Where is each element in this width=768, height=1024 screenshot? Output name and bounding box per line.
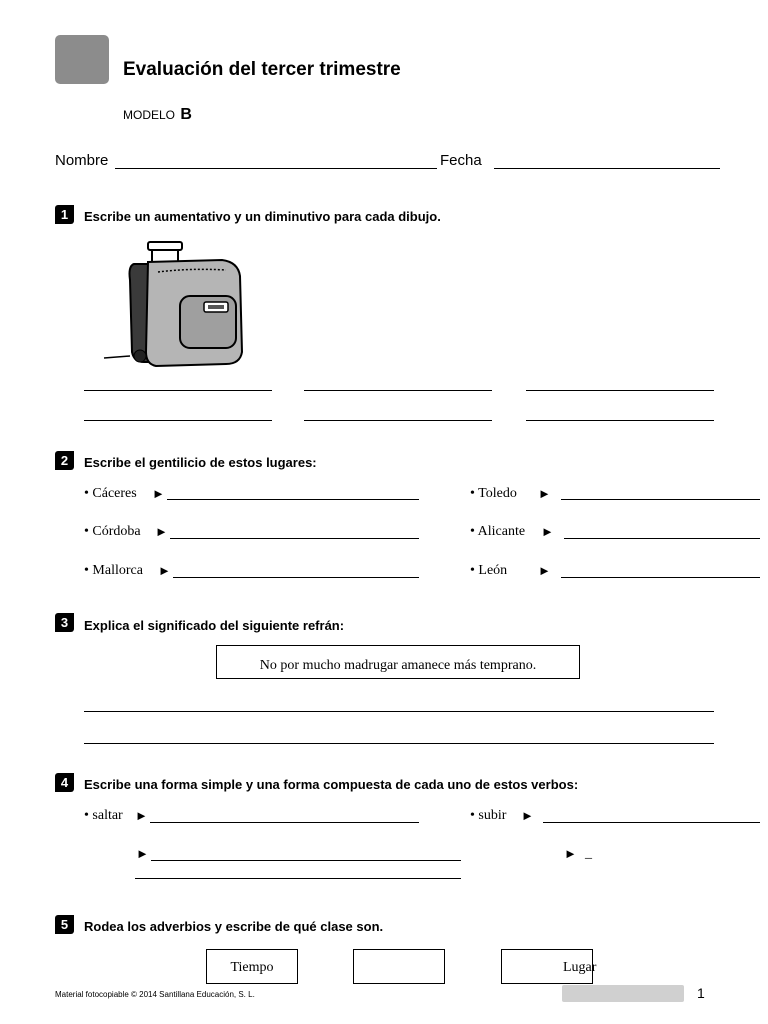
verb-saltar: • saltar	[84, 808, 123, 823]
question-5-text: Rodea los adverbios y escribe de qué clase son.	[84, 919, 384, 934]
question-1-number: 1	[55, 205, 74, 224]
q2-answer-line[interactable]	[561, 499, 760, 500]
q2-answer-line[interactable]	[167, 499, 419, 500]
q4-answer-line[interactable]	[543, 822, 760, 823]
answer-box-lugar-text: Lugar	[563, 960, 597, 975]
modelo-label	[123, 106, 192, 124]
suitcase-illustration	[100, 240, 250, 372]
q3-answer-line[interactable]	[84, 711, 714, 712]
modelo-text: MODELO	[123, 108, 176, 122]
place-toledo: • Toledo	[470, 486, 517, 501]
answer-box-lugar	[501, 949, 597, 984]
modelo-letter: B	[180, 106, 192, 123]
place-cordoba: • Córdoba	[84, 524, 141, 539]
arrow-icon: ►	[538, 563, 551, 578]
nombre-label: Nombre	[55, 152, 109, 169]
place-mallorca: • Mallorca	[84, 563, 143, 578]
q4-answer-line[interactable]	[150, 822, 419, 823]
footer-bar	[562, 985, 684, 1002]
page-title: Evaluación del tercer trimestre	[123, 59, 401, 80]
copyright-text: Material fotocopiable © 2014 Santillana Educación, S. L.	[55, 990, 255, 999]
proverb-box: No por mucho madrugar amanece más temprano.	[216, 645, 580, 679]
place-alicante: • Alicante	[470, 524, 526, 539]
question-2-text: Escribe el gentilicio de estos lugares:	[84, 455, 317, 470]
arrow-icon: ►	[521, 808, 534, 823]
arrow-icon: ►	[564, 846, 577, 861]
question-1-text: Escribe un aumentativo y un diminutivo para cada dibujo.	[84, 209, 441, 224]
q1-answer-line[interactable]	[526, 420, 714, 421]
answer-box-tiempo: Tiempo	[206, 949, 298, 984]
question-4-text: Escribe una forma simple y una forma compuesta de cada uno de estos verbos:	[84, 777, 579, 792]
q4-answer-line[interactable]	[135, 878, 461, 879]
nombre-field[interactable]	[115, 168, 437, 169]
q2-answer-line[interactable]	[564, 538, 760, 539]
q2-answer-line[interactable]	[173, 577, 419, 578]
question-3-text: Explica el significado del siguiente refrán:	[84, 618, 345, 633]
q1-answer-line[interactable]	[84, 390, 272, 391]
arrow-icon: ►	[152, 486, 165, 501]
question-2-number: 2	[55, 451, 74, 470]
arrow-icon: ►	[158, 563, 171, 578]
q1-answer-line[interactable]	[304, 420, 492, 421]
q1-answer-line[interactable]	[304, 390, 492, 391]
arrow-icon: ►	[155, 524, 168, 539]
question-5-number: 5	[55, 915, 74, 934]
place-leon: • León	[470, 563, 508, 578]
page-number: 1	[697, 985, 705, 1001]
fecha-label: Fecha	[440, 152, 482, 169]
arrow-icon: ►	[136, 846, 149, 861]
underscore-mark: _	[585, 846, 592, 861]
question-3-number: 3	[55, 613, 74, 632]
verb-subir: • subir	[470, 808, 507, 823]
q3-answer-line[interactable]	[84, 743, 714, 744]
corner-tab	[55, 35, 109, 84]
q4-answer-line[interactable]	[151, 860, 461, 861]
arrow-icon: ►	[135, 808, 148, 823]
question-4-number: 4	[55, 773, 74, 792]
arrow-icon: ►	[538, 486, 551, 501]
place-caceres: • Cáceres	[84, 486, 137, 501]
q2-answer-line[interactable]	[561, 577, 760, 578]
arrow-icon: ►	[541, 524, 554, 539]
q2-answer-line[interactable]	[170, 538, 419, 539]
answer-box-empty	[353, 949, 445, 984]
fecha-field[interactable]	[494, 168, 720, 169]
q1-answer-line[interactable]	[526, 390, 714, 391]
q1-answer-line[interactable]	[84, 420, 272, 421]
